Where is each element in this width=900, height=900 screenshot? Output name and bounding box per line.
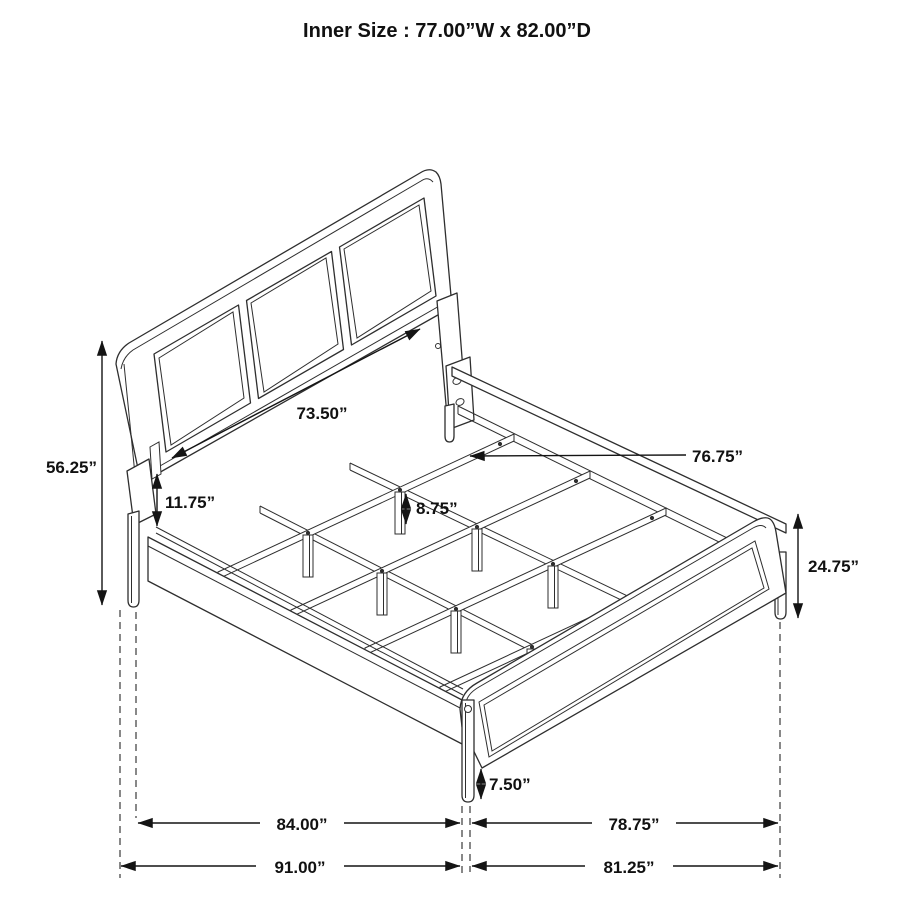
dim-slat-length-label: 76.75”	[692, 447, 744, 466]
dim-footboard-height-label: 24.75”	[808, 557, 860, 576]
slat-1	[218, 434, 514, 579]
headboard-left-post-tab	[150, 442, 161, 479]
diagram-title: Inner Size : 77.00”W x 82.00”D	[303, 20, 591, 42]
dim-slat-leg-height-label: 8.75”	[416, 499, 458, 518]
headboard-right-post-screw	[436, 344, 441, 349]
dim-inner-length-head-label: 84.00”	[276, 815, 328, 834]
dim-inner-length-foot-label: 78.75”	[608, 815, 660, 834]
dim-overall-length-head-label: 91.00”	[274, 858, 326, 877]
footboard-panel	[460, 518, 786, 768]
footboard-leg-bolt	[465, 706, 472, 713]
dim-headboard-height-label: 56.25”	[45, 458, 97, 477]
dim-overall-length-foot-label: 81.25”	[603, 858, 655, 877]
dim-headboard-inner-width-label: 73.50”	[296, 404, 348, 423]
dim-footboard-leg-height-label: 7.50”	[489, 775, 531, 794]
dim-rail-gap-label: 11.75”	[165, 493, 216, 512]
headboard-left-leg	[128, 511, 139, 607]
headboard-right-leg	[445, 404, 454, 442]
footboard-left-leg	[462, 700, 474, 802]
slat-2	[291, 471, 590, 617]
dim-slat-length-arrow	[470, 455, 686, 456]
